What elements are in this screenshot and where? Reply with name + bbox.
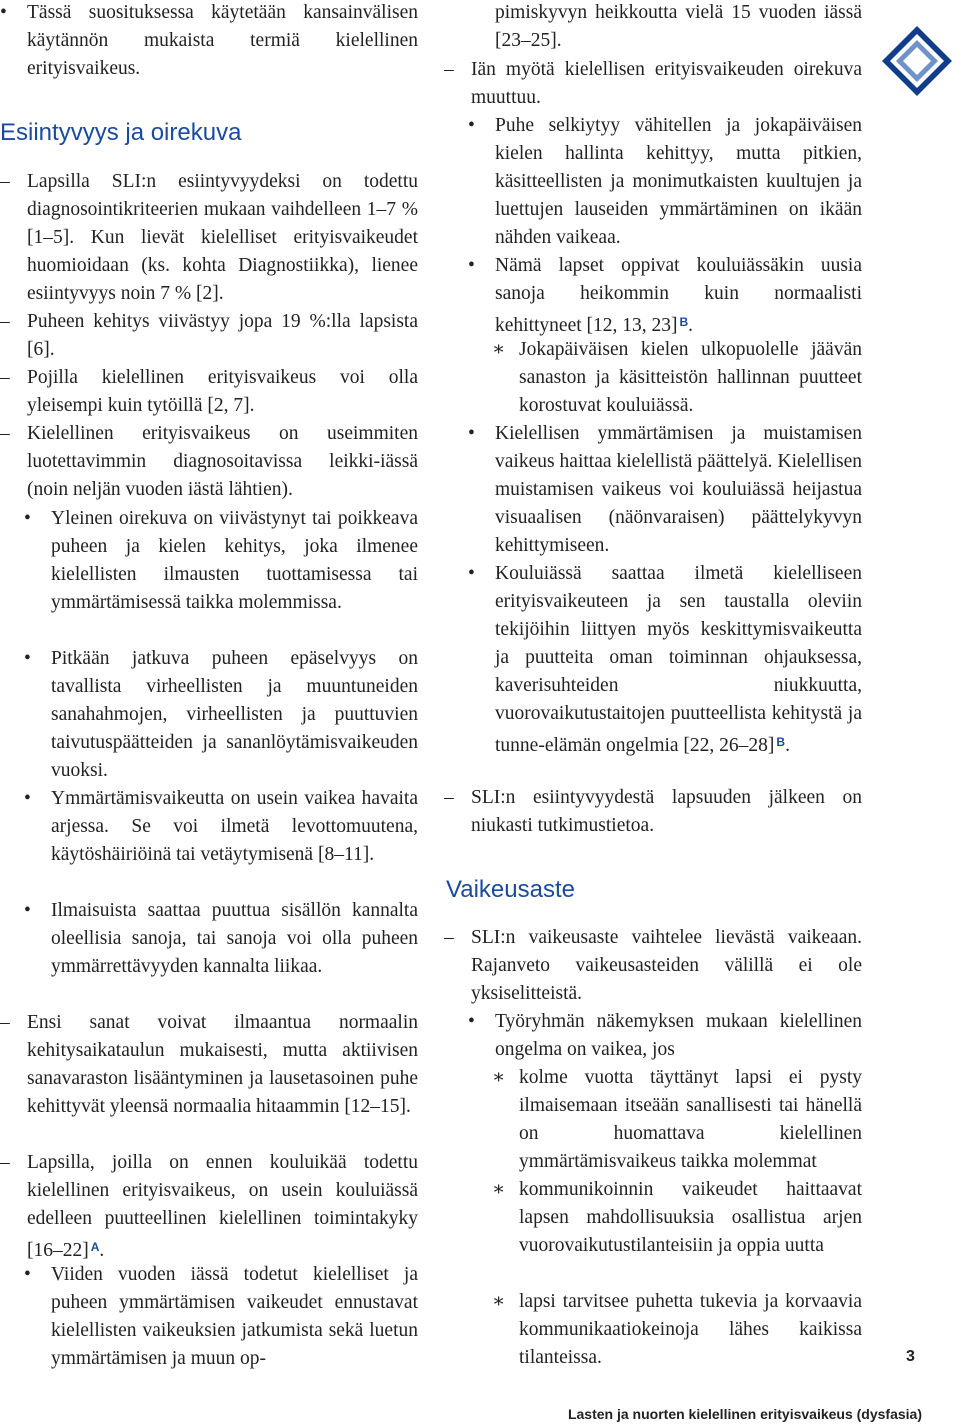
dash-marker xyxy=(0,168,10,196)
section-heading-esiintyvyys: Esiintyvyys ja oirekuva xyxy=(0,119,242,146)
list-item: • Ilmaisuista saattaa puuttua sisällön kannalta oleellisia sanoja, tai sanoja voi olla puheen ymmärrettävyyden kannalta liikaa. xyxy=(24,897,418,981)
list-item: – SLI:n vaikeusaste vaihtelee lievästä vaikeaan. Rajanveto vaikeusasteiden välillä ei ole yksiselitteistä. xyxy=(444,924,862,1008)
bullet-marker xyxy=(468,1008,475,1036)
dash-marker xyxy=(444,784,454,812)
asterisk-marker xyxy=(492,336,505,364)
list-item: • Työryhmän näkemyksen mukaan kielellinen ongelma on vaikea, jos xyxy=(468,1008,862,1064)
list-item: – Pojilla kielellinen erityisvaikeus voi olla yleisempi kuin tytöillä [2, 7]. xyxy=(0,364,418,420)
bullet-marker xyxy=(468,420,475,448)
dash-marker xyxy=(0,364,10,392)
dash-marker xyxy=(0,420,10,448)
list-item: • Kielellisen ymmärtämisen ja muistamisen vaikeus haittaa kielellistä päättelyä. Kielellisen muistamisen vaikeus voi kouluiässä heijastua visuaalisen (näönvaraisen) päättelykyvyn kehittymiseen. xyxy=(468,420,862,560)
dash-marker xyxy=(444,56,454,84)
bullet-marker xyxy=(24,1261,31,1289)
list-item: • Nämä lapset oppivat kouluiässäkin uusia sanoja heikommin kuin normaalisti kehittyneet [12, 13, 23] $^B$. xyxy=(468,252,862,340)
list-item: • Puhe selkiytyy vähitellen ja jokapäiväisen kielen hallinta kehittyy, mutta pitkien, käsitteellisten ja monimutkaisten kuultujen ja luettujen lauseiden ymmärtäminen on ikään nähden vaikeaa. xyxy=(468,112,862,252)
list-item: • Ymmärtämisvaikeutta on usein vaikea havaita arjessa. Se voi ilmetä levottomuutena, käytöshäiriöinä tai vetäytymisenä [8–11]. xyxy=(24,785,418,869)
asterisk-marker xyxy=(492,1176,505,1204)
reference-marker: A xyxy=(90,1240,100,1254)
footer-title: Lasten ja nuorten kielellinen erityisvaikeus (dysfasia) xyxy=(567,1406,922,1422)
list-item: – SLI:n esiintyvyydestä lapsuuden jälkeen on niukasti tutkimustietoa. xyxy=(444,784,862,840)
list-item: • Tässä suosituksessa käytetään kansainvälisen käytännön mukaista termiä kielellinen erityisvaikeus. xyxy=(0,0,418,83)
asterisk-marker xyxy=(492,1288,505,1316)
list-item: ∗ kolme vuotta täyttänyt lapsi ei pysty ilmaisemaan itseään sanallisesti tai hänellä on huomattava kielellinen ymmärtämisvaikeus taikka molemmat xyxy=(492,1064,862,1176)
bullet-marker xyxy=(24,505,31,533)
list-item: • Kouluiässä saattaa ilmetä kielelliseen erityisvaikeuteen ja sen taustalla oleviin tekijöihin liittyen myös keskittymisvaikeutta ja puutteita oman toiminnan ohjauksessa, kaverisuhteiden niukkuutta, vuorovaikutustaitojen puutteellista kehitystä ja tunne-elämän ongelmia [22, 26–28] $^B$. xyxy=(468,560,862,760)
bullet-marker xyxy=(468,560,475,588)
list-item: • Yleinen oirekuva on viivästynyt tai poikkeava puheen ja kielen kehitys, joka ilmenee kielellisten ilmausten tuottamisessa tai ymmärtämisessä taikka molemmissa. xyxy=(24,505,418,617)
list-item: – Ensi sanat voivat ilmaantua normaalin kehitysaikataulun mukaisesti, mutta aktiivisen sanavaraston lisääntyminen ja lausetasoinen puhe kehittyvät yleensä normaalia hitaammin [12–15]. xyxy=(0,1009,418,1121)
list-item: ∗ lapsi tarvitsee puhetta tukevia ja korvaavia kommunikaatiokeinoja lähes kaikissa tilanteissa. xyxy=(492,1288,862,1372)
bullet-marker xyxy=(0,0,7,27)
page-number: 3 xyxy=(906,1348,915,1365)
list-item: – Lapsilla, joilla on ennen kouluikää todettu kielellinen erityisvaikeus, on usein kouluiässä edelleen puutteellinen kielellinen toimintakyky [16–22] $^A$. xyxy=(0,1149,418,1265)
list-item: ∗ kommunikoinnin vaikeudet haittaavat lapsen mahdollisuuksia osallistua arjen vuorovaikutustilanteisiin ja oppia uutta xyxy=(492,1176,862,1260)
bullet-marker xyxy=(24,897,31,925)
bullet-marker xyxy=(24,645,31,673)
list-item: – Kielellinen erityisvaikeus on useimmiten luotettavimmin diagnosoitavissa leikki-iässä (noin neljän vuoden iästä lähtien). xyxy=(0,420,418,504)
list-item: • Viiden vuoden iässä todetut kielelliset ja puheen ymmärtämisen vaikeudet ennustavat kielellisten vaikeuksien jatkumista sekä luetun ymmärtämisen ja muun op- xyxy=(24,1261,418,1373)
dash-marker xyxy=(0,1009,10,1037)
dash-marker xyxy=(444,924,454,952)
list-item: • Pitkään jatkuva puheen epäselvyys on tavallista virheellisten ja muuntuneiden sanahahmojen, virheellisten ja puuttuvien taivutuspäätteiden ja sananlöytämisvaikeuden vuoksi. xyxy=(24,645,418,785)
dash-marker xyxy=(0,308,10,336)
bullet-marker xyxy=(24,785,31,813)
diamond-logo-icon xyxy=(880,24,954,98)
dash-marker xyxy=(0,1149,10,1177)
bullet-marker xyxy=(468,112,475,140)
continued-text: pimiskyvyn heikkoutta vielä 15 vuoden iässä [23–25]. xyxy=(495,2,862,51)
list-item: – Iän myötä kielellisen erityisvaikeuden oirekuva muuttuu. xyxy=(444,56,862,112)
bullet-marker xyxy=(468,252,475,280)
reference-marker: B xyxy=(679,315,689,329)
list-item: – Lapsilla SLI:n esiintyvyydeksi on todettu diagnosointikriteerien mukaan vaihdelleen 1–7 % [1–5]. Kun lievät kielelliset erityisvaikeudet huomioidaan (ks. kohta Diagnostiikka), lienee esiintyvyys noin 7 % [2]. xyxy=(0,168,418,308)
asterisk-marker xyxy=(492,1064,505,1092)
list-item: ∗ Jokapäiväisen kielen ulkopuolelle jäävän sanaston ja käsitteistön hallinnan puutteet korostuvat kouluiässä. xyxy=(492,336,862,420)
section-heading-vaikeusaste: Vaikeusaste xyxy=(446,876,575,903)
reference-marker: B xyxy=(776,735,786,749)
list-item: – Puheen kehitys viivästyy jopa 19 %:lla lapsista [6]. xyxy=(0,308,418,364)
